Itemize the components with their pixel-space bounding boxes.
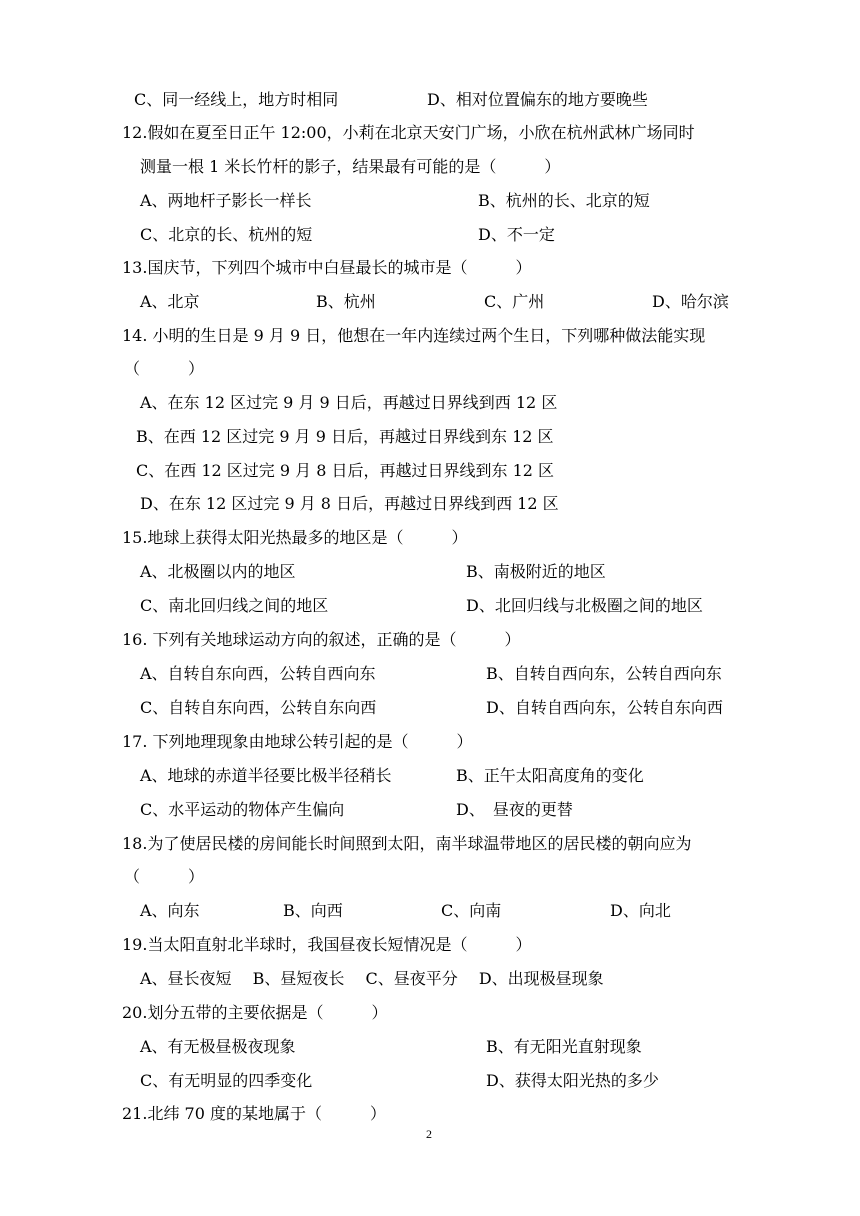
q16-stem: 16. 下列有关地球运动方向的叙述，正确的是（ ） (122, 630, 521, 649)
q14-option-b: B、在西 12 区过完 9 月 9 日后，再越过日界线到东 12 区 (136, 427, 554, 446)
q16-option-b: B、自转自西向东，公转自西向东 (486, 664, 722, 683)
page-number: 2 (426, 1127, 432, 1141)
q19-stem: 19.当太阳直射北半球时，我国昼夜长短情况是（ ） (122, 935, 532, 954)
q19-options: A、昼长夜短 B、昼短夜长 C、昼夜平分 D、出现极昼现象 (140, 969, 604, 988)
q12-option-a: A、两地杆子影长一样长 (140, 191, 312, 210)
q20-option-b: B、有无阳光直射现象 (486, 1037, 642, 1056)
q16-option-c: C、自转自东向西，公转自东向西 (140, 698, 377, 717)
q17-option-a: A、地球的赤道半径要比极半径稍长 (140, 766, 392, 785)
q18-stem-line-1: 18.为了使居民楼的房间能长时间照到太阳，南半球温带地区的居民楼的朝向应为 (122, 834, 692, 853)
q18-option-b: B、向西 (283, 901, 343, 920)
q18-option-a: A、向东 (140, 901, 200, 920)
q12-option-c: C、北京的长、杭州的短 (140, 225, 313, 244)
q18-option-c: C、向南 (441, 901, 502, 920)
q18-stem-line-2: （ ） (124, 867, 205, 886)
q13-stem: 13.国庆节，下列四个城市中白昼最长的城市是（ ） (122, 258, 532, 277)
q12-stem-line-2: 测量一根 1 米长竹杆的影子，结果最有可能的是（ ） (140, 157, 561, 176)
q17-option-b: B、正午太阳高度角的变化 (456, 766, 644, 785)
q15-option-d: D、北回归线与北极圈之间的地区 (466, 596, 703, 615)
q15-option-b: B、南极附近的地区 (466, 562, 606, 581)
q15-option-a: A、北极圈以内的地区 (140, 562, 296, 581)
q17-option-c: C、水平运动的物体产生偏向 (140, 800, 345, 819)
q14-stem-line-2: （ ） (124, 359, 205, 378)
q18-option-d: D、向北 (610, 901, 671, 920)
q20-option-a: A、有无极昼极夜现象 (140, 1037, 296, 1056)
q14-option-a: A、在东 12 区过完 9 月 9 日后，再越过日界线到西 12 区 (140, 393, 558, 412)
q14-option-d: D、在东 12 区过完 9 月 8 日后，再越过日界线到西 12 区 (140, 494, 559, 513)
q12-option-b: B、杭州的长、北京的短 (478, 191, 650, 210)
q15-stem: 15.地球上获得太阳光热最多的地区是（ ） (122, 528, 468, 547)
q11-option-d: D、相对位置偏东的地方要晚些 (427, 90, 648, 109)
q11-option-c: C、同一经线上，地方时相同 (134, 90, 339, 109)
q13-option-a: A、北京 (140, 292, 200, 311)
q16-option-a: A、自转自东向西，公转自西向东 (140, 664, 376, 683)
q17-option-d: D、 昼夜的更替 (456, 800, 573, 819)
q16-option-d: D、自转自西向东，公转自东向西 (486, 698, 723, 717)
q13-option-d: D、哈尔滨 (652, 292, 729, 311)
q20-stem: 20.划分五带的主要依据是（ ） (122, 1003, 388, 1022)
q12-option-d: D、不一定 (478, 225, 555, 244)
q20-option-c: C、有无明显的四季变化 (140, 1071, 313, 1090)
q13-option-c: C、广州 (484, 292, 545, 311)
q12-stem-line-1: 12.假如在夏至日正午 12:00，小莉在北京天安门广场，小欣在杭州武林广场同时 (122, 123, 695, 142)
q15-option-c: C、南北回归线之间的地区 (140, 596, 329, 615)
q20-option-d: D、获得太阳光热的多少 (486, 1071, 659, 1090)
q14-stem-line-1: 14. 小明的生日是 9 月 9 日，他想在一年内连续过两个生日，下列哪种做法能实现 (122, 326, 706, 345)
q21-stem: 21.北纬 70 度的某地属于（ ） (122, 1104, 386, 1123)
q17-stem: 17. 下列地理现象由地球公转引起的是（ ） (122, 732, 473, 751)
q14-option-c: C、在西 12 区过完 9 月 8 日后，再越过日界线到东 12 区 (136, 461, 555, 480)
q13-option-b: B、杭州 (316, 292, 376, 311)
